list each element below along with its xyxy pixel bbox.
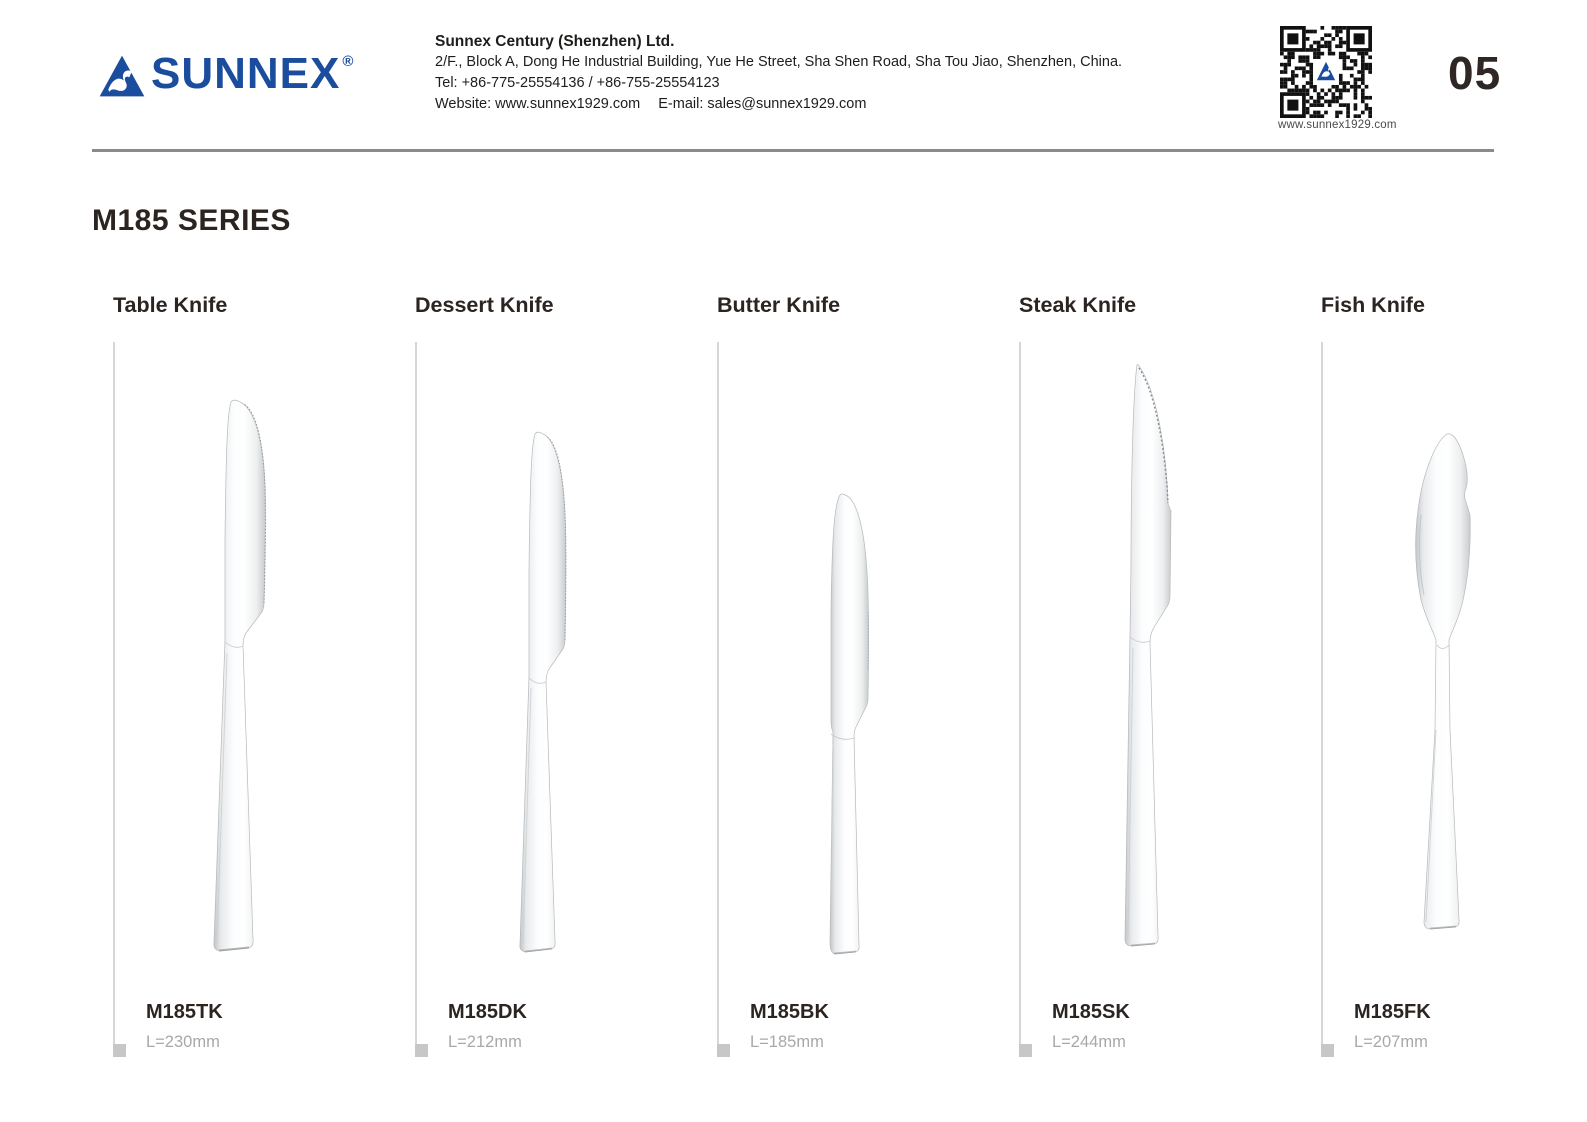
product-code: M185DK	[448, 1001, 527, 1023]
product-column-fish-knife	[1321, 0, 1587, 1122]
product-code: M185SK	[1052, 1001, 1130, 1023]
product-code: M185BK	[750, 1001, 829, 1023]
column-divider-line	[1019, 342, 1021, 1044]
company-email: E-mail: sales@sunnex1929.com	[658, 96, 867, 112]
company-tel: Tel: +86-775-25554136 / +86-755-25554123	[435, 75, 720, 91]
column-divider-line	[113, 342, 115, 1044]
product-code: M185TK	[146, 1001, 223, 1023]
product-length: L=207mm	[1354, 1033, 1428, 1051]
page-number: 05	[1448, 47, 1502, 99]
registered-trademark-symbol: ®	[342, 53, 354, 70]
product-length: L=230mm	[146, 1033, 220, 1051]
product-length: L=185mm	[750, 1033, 824, 1051]
company-name: Sunnex Century (Shenzhen) Ltd.	[435, 33, 675, 50]
product-column-butter-knife	[717, 0, 1017, 1122]
column-divider-line	[717, 342, 719, 1044]
corner-square	[1321, 1044, 1334, 1057]
butter-knife-image	[821, 492, 871, 960]
logo-wordmark: SUNNEX	[151, 49, 341, 98]
company-website: Website: www.sunnex1929.com	[435, 96, 641, 112]
table-knife-image	[212, 398, 270, 958]
product-column-steak-knife	[1019, 0, 1319, 1122]
product-column-table-knife	[113, 0, 413, 1122]
corner-square	[1019, 1044, 1032, 1057]
corner-square	[415, 1044, 428, 1057]
product-name: Fish Knife	[1321, 293, 1425, 317]
fish-knife-image	[1411, 430, 1473, 954]
product-length: L=212mm	[448, 1033, 522, 1051]
corner-square	[113, 1044, 126, 1057]
corner-square	[717, 1044, 730, 1057]
product-length: L=244mm	[1052, 1033, 1126, 1051]
product-code: M185FK	[1354, 1001, 1431, 1023]
column-divider-line	[415, 342, 417, 1044]
product-name: Table Knife	[113, 293, 228, 317]
company-address: 2/F., Block A, Dong He Industrial Building, Yue He Street, Sha Shen Road, Sha Tou Jiao, Shenzhen, China.	[435, 54, 1123, 70]
series-title: M185 SERIES	[92, 204, 291, 237]
product-name: Dessert Knife	[415, 293, 554, 317]
product-name: Steak Knife	[1019, 293, 1137, 317]
product-name: Butter Knife	[717, 293, 841, 317]
dessert-knife-image	[517, 430, 571, 958]
product-column-dessert-knife	[415, 0, 715, 1122]
steak-knife-image	[1120, 363, 1176, 957]
qr-caption: www.sunnex1929.com	[1278, 119, 1397, 131]
column-divider-line	[1321, 342, 1323, 1044]
